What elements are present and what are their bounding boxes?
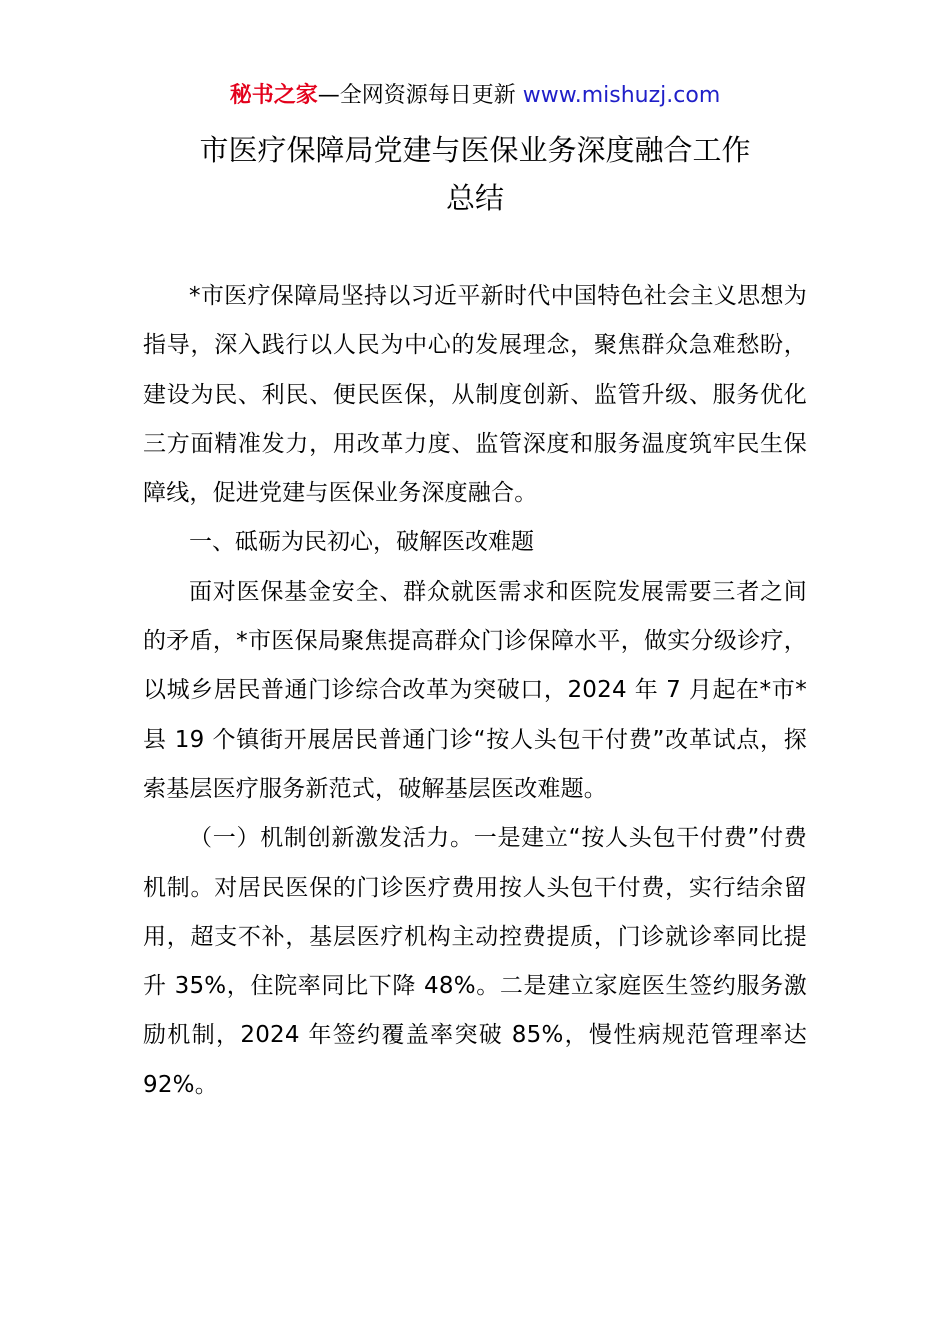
title-line-1: 市医疗保障局党建与医保业务深度融合工作 [199, 133, 751, 167]
brand-name: 秘书之家 [229, 83, 318, 108]
title-line-2: 总结 [445, 181, 504, 215]
document-title [0, 126, 950, 222]
intro-paragraph: *市医疗保障局坚持以习近平新时代中国特色社会主义思想为指导，深入践行以人民为中心的发展理念，聚焦群众急难愁盼，建设为民、利民、便民医保，从制度创新、监管升级、服务优化三方面精准发力，用改革力度、监管深度和服务温度筑牢民生保障线，促进党建与医保业务深度融合。 [143, 283, 807, 507]
header-slogan: —全网资源每日更新 [317, 83, 523, 108]
subsection-paragraph: （一）机制创新激发活力。一是建立“按人头包干付费”付费机制。对居民医保的门诊医疗费用按人头包干付费，实行结余留用，超支不补，基层医疗机构主动控费提质，门诊就诊率同比提升 35%，住院率同比下降 48%。二是建立家庭医生签约服务激励机制，2024 年签约覆盖率突破 85%，慢性病规范管理率达 92%。 [143, 825, 807, 1098]
section-heading: 一、砥砺为民初心，破解医改难题 [189, 529, 534, 556]
body-paragraph: 面对医保基金安全、群众就医需求和医院发展需要三者之间的矛盾，*市医保局聚焦提高群众门诊保障水平，做实分级诊疗，以城乡居民普通门诊综合改革为突破口，2024 年 7 月起在*市*县 19 个镇街开展居民普通门诊“按人头包干付费”改革试点，探索基层医疗服务新范式，破解基层医改难题。 [143, 578, 807, 802]
site-header [0, 80, 950, 112]
site-url[interactable]: www.mishuzj.com [522, 83, 721, 108]
document-body [143, 272, 807, 1110]
